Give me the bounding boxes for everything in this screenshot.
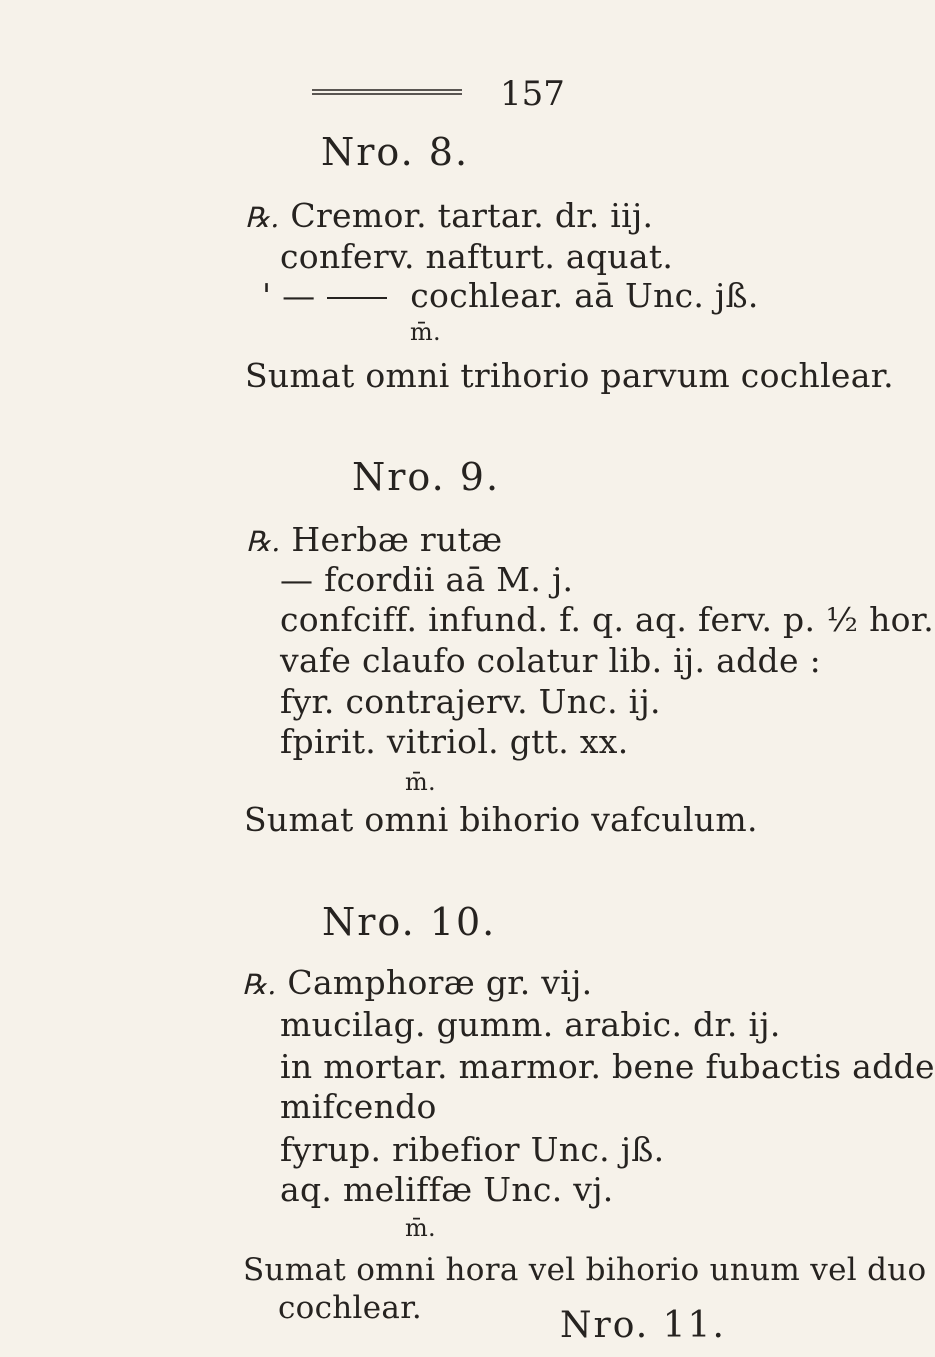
recipe-line: — fcordii aā M. j.	[280, 560, 574, 599]
recipe-line: conferv. nafturt. aquat.	[280, 237, 674, 276]
recipe-text: Herbæ rutæ	[291, 520, 503, 559]
recipe-text: cochlear. aā Unc. jß.	[410, 276, 759, 315]
recipe-line	[242, 963, 592, 1002]
recipe-instruction: Sumat omni hora vel bihorio unum vel duo	[243, 1252, 927, 1288]
catchword: Nro. 11.	[560, 1305, 726, 1346]
page-number: 157	[500, 74, 565, 114]
recipe-line: vafe claufo colatur lib. ij. adde :	[280, 641, 821, 680]
recipe-line: m̄.	[410, 318, 441, 346]
recipe-line: fyr. contrajerv. Unc. ij.	[280, 682, 661, 721]
section-heading-8: Nro. 8.	[321, 130, 470, 174]
recipe-line: mucilag. gumm. arabic. dr. ij.	[280, 1005, 781, 1044]
recipe-line	[262, 276, 759, 315]
header-rule	[312, 88, 462, 96]
ditto-dash	[327, 297, 387, 299]
recipe-line: m̄.	[405, 1214, 436, 1242]
recipe-instruction: Sumat omni bihorio vafculum.	[244, 800, 758, 839]
recipe-instruction: cochlear.	[278, 1290, 423, 1326]
recipe-text: Cremor. tartar. dr. iij.	[290, 196, 654, 235]
ditto-mark: ' —	[262, 276, 316, 315]
section-heading-10: Nro. 10.	[322, 900, 497, 944]
section-heading-9: Nro. 9.	[352, 455, 501, 499]
recipe-line: m̄.	[405, 768, 436, 796]
recipe-line: mifcendo	[280, 1087, 437, 1126]
recipe-symbol: ℞.	[245, 201, 280, 234]
recipe-line: fyrup. ribefior Unc. jß.	[280, 1130, 665, 1169]
recipe-symbol: ℞.	[246, 525, 281, 558]
recipe-line	[246, 520, 502, 559]
recipe-symbol: ℞.	[242, 968, 277, 1001]
recipe-instruction: Sumat omni trihorio parvum cochlear.	[245, 356, 894, 395]
recipe-line: confciff. infund. f. q. aq. ferv. p. ½ hor.	[280, 600, 935, 639]
recipe-text: Camphoræ gr. vij.	[287, 963, 593, 1002]
recipe-line: fpirit. vitriol. gtt. xx.	[280, 722, 629, 761]
recipe-line	[245, 196, 653, 235]
recipe-line: in mortar. marmor. bene fubactis adde	[280, 1047, 935, 1086]
recipe-line: aq. meliffæ Unc. vj.	[280, 1170, 614, 1209]
